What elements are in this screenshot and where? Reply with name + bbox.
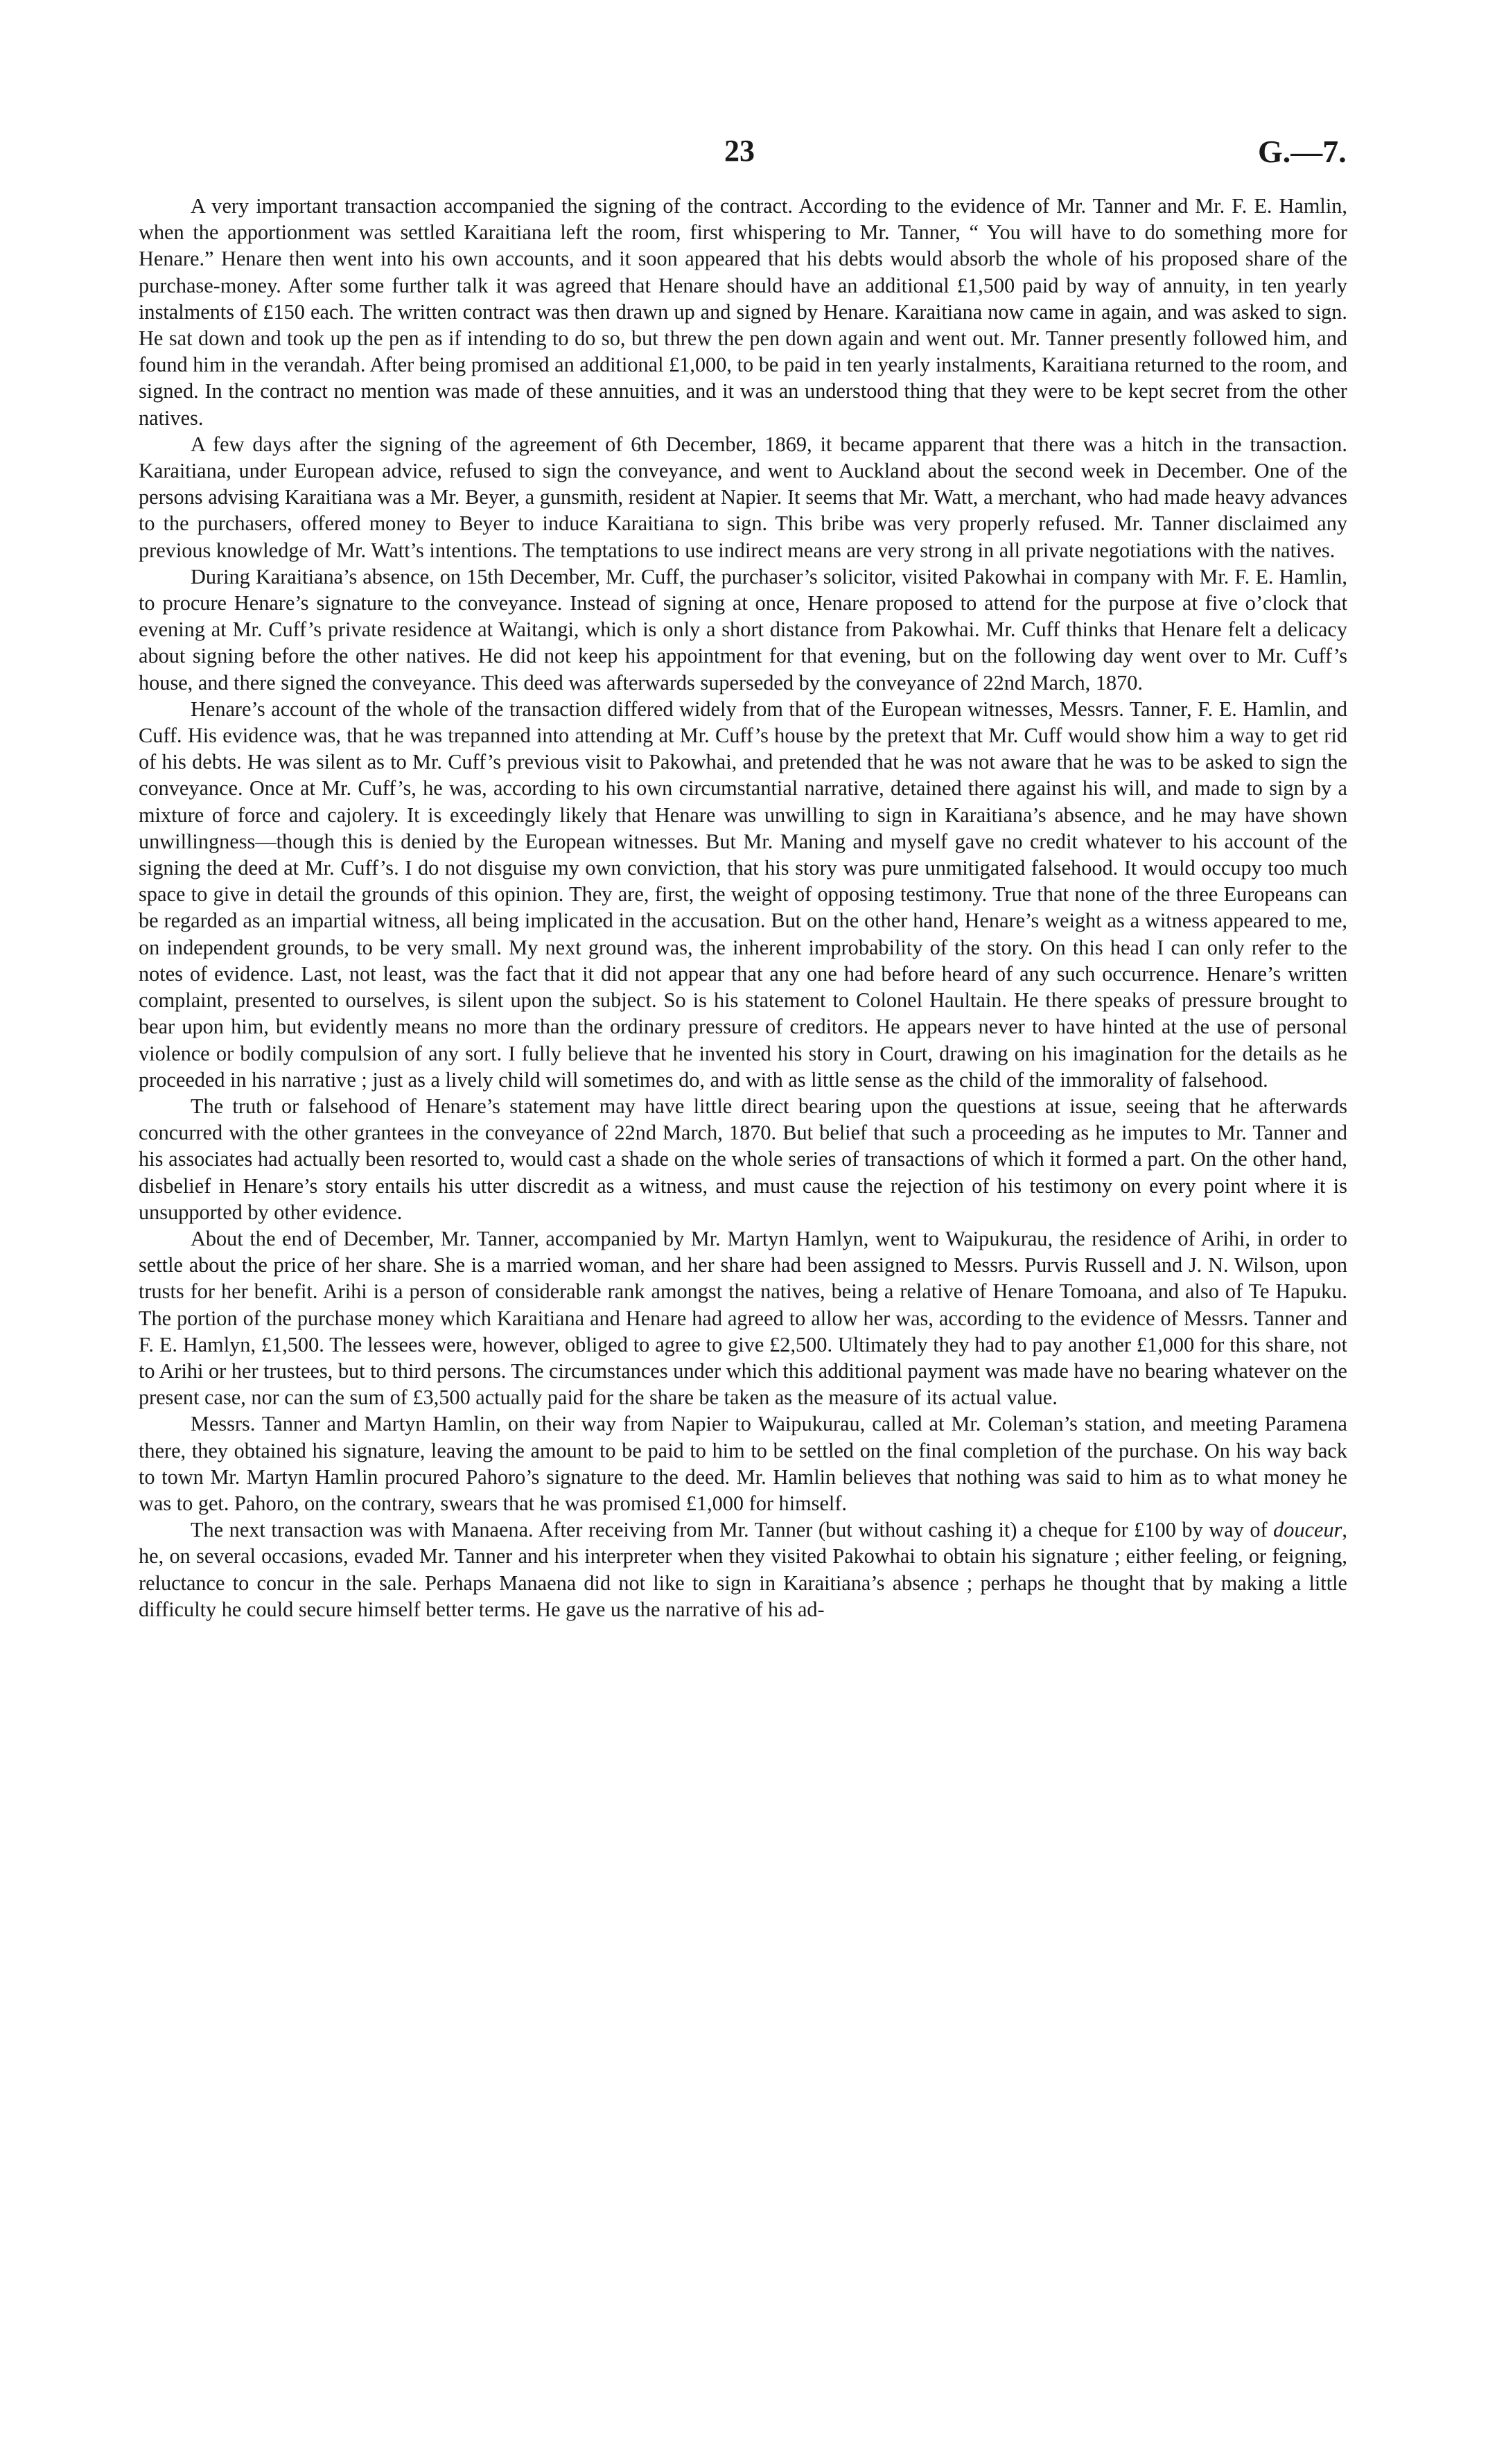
paragraph-paramena-pahoro: Messrs. Tanner and Martyn Hamlin, on their way from Napier to Waipukurau, called at Mr. Coleman’s station, and meeting Paramena there, they obtained his signature, leaving the amount to be paid to him to be settled on the final completion of the purchase. On his way back to town Mr. Martyn Hamlin procured Pahoro’s signature to the deed. Mr. Hamlin believes that nothing was said to him as to what money he was to get. Pahoro, on the contrary, swears that he was promised £1,000 for himself. xyxy=(139,1412,1347,1515)
document-reference: G.—7. xyxy=(1258,134,1347,169)
paragraph-contract-signing: A very important transaction accompanied the signing of the contract. According to the evidence of Mr. Tanner and Mr. F. E. Hamlin, when the apportionment was settled Karaitiana left the room, first whispering to Mr. Tanner, “ You will have to do something more for Henare.” Henare then went into his own accounts, and it soon appeared that his debts would absorb the whole of his proposed share of the purchase-money. After some further talk it was agreed that Henare should have an additional £1,500 paid by way of annuity, in ten yearly instalments of £150 each. The written contract was then drawn up and signed by Henare. Karaitiana now came in again, and was asked to sign. He sat down and took up the pen as if intending to do so, but threw the pen down again and went out. Mr. Tanner presently followed him, and found him in the verandah. After being promised an additional £1,000, to be paid in ten yearly instalments, Karaitiana returned to the room, and signed. In the contract no mention was made of these annuities, and it was an understood thing that they were to be kept secret from the other natives. xyxy=(139,194,1347,430)
douceur-italic: douceur xyxy=(1273,1518,1342,1542)
paragraph-arihi-share: About the end of December, Mr. Tanner, accompanied by Mr. Martyn Hamlyn, went to Waipukurau, the residence of Arihi, in order to settle about the price of her share. She is a married woman, and her share had been assigned to Messrs. Purvis Russell and J. N. Wilson, upon trusts for her benefit. Arihi is a person of considerable rank amongst the natives, being a relative of Henare Tomoana, and also of Te Hapuku. The portion of the purchase money which Karaitiana and Henare had agreed to allow her was, according to the evidence of Messrs. Tanner and F. E. Hamlyn, £1,500. The lessees were, however, obliged to agree to give £2,500. Ultimately they had to pay another £1,000 for this share, not to Arihi or her trustees, but to third persons. The circumstances under which this additional payment was made have no bearing whatever on the present case, nor can the sum of £3,500 actually paid for the share be taken as the measure of its actual value. xyxy=(139,1226,1347,1410)
paragraph-transaction-hitch: A few days after the signing of the agreement of 6th December, 1869, it became apparent that there was a hitch in the transaction. Karaitiana, under European advice, refused to sign the conveyance, and went to Auckland about the second week in December. One of the persons advising Karaitiana was a Mr. Beyer, a gunsmith, resident at Napier. It seems that Mr. Watt, a merchant, who had made heavy advances to the purchasers, offered money to Beyer to induce Karaitiana to sign. This bribe was very properly refused. Mr. Tanner disclaimed any previous knowledge of Mr. Watt’s intentions. The temptations to use indirect means are very strong in all private negotiations with the natives. xyxy=(139,432,1347,562)
paragraph-truth-or-falsehood: The truth or falsehood of Henare’s statement may have little direct bearing upon the questions at issue, seeing that he afterwards concurred with the other grantees in the conveyance of 22nd March, 1870. But belief that such a proceeding as he imputes to Mr. Tanner and his associates had actually been resorted to, would cast a shade on the whole series of transactions of which it formed a part. On the other hand, disbelief in Henare’s story entails his utter discredit as a witness, and must cause the rejection of his testimony on every point where it is unsupported by other evidence. xyxy=(139,1094,1347,1224)
document-body xyxy=(139,193,1347,1623)
paragraph-manaena xyxy=(139,1517,1347,1623)
paragraph-cuff-visit: During Karaitiana’s absence, on 15th December, Mr. Cuff, the purchaser’s solicitor, visited Pakowhai in company with Mr. F. E. Hamlin, to procure Henare’s signature to the conveyance. Instead of signing at once, Henare proposed to attend for the purpose at five o’clock that evening at Mr. Cuff’s private residence at Waitangi, which is only a short distance from Pakowhai. Mr. Cuff thinks that Henare felt a delicacy about signing before the other natives. He did not keep his appointment for that evening, but on the following day went over to Mr. Cuff’s house, and there signed the conveyance. This deed was afterwards superseded by the conveyance of 22nd March, 1870. xyxy=(139,564,1347,694)
page-number: 23 xyxy=(724,134,755,168)
paragraph-henare-account: Henare’s account of the whole of the transaction differed widely from that of the European witnesses, Messrs. Tanner, F. E. Hamlin, and Cuff. His evidence was, that he was trepanned into attending at Mr. Cuff’s house by the pretext that Mr. Cuff would show him a way to get rid of his debts. He was silent as to Mr. Cuff’s previous visit to Pakowhai, and pretended that he was not aware that he was to be asked to sign the conveyance. Once at Mr. Cuff’s, he was, according to his own circumstantial narrative, detained there against his will, and made to sign by a mixture of force and cajolery. It is exceedingly likely that Henare was unwilling to sign in Karaitiana’s absence, and he may have shown unwillingness—though this is denied by the European witnesses. But Mr. Maning and myself gave no credit whatever to his account of the signing the deed at Mr. Cuff’s. I do not disguise my own conviction, that his story was pure unmitigated falsehood. It would occupy too much space to give in detail the grounds of this opinion. They are, first, the weight of opposing testimony. True that none of the three Europeans can be regarded as an impartial witness, all being implicated in the accusation. But on the other hand, Henare’s weight as a witness appeared to me, on independent grounds, to be very small. My next ground was, the inherent improbability of the story. On this head I can only refer to the notes of evidence. Last, not least, was the fact that it did not appear that any one had before heard of any such occurrence. Henare’s written complaint, presented to ourselves, is silent upon the subject. So is his statement to Colonel Haultain. He there speaks of pressure brought to bear upon him, but evidently means no more than the ordinary pressure of creditors. He appears never to have hinted at the use of personal violence or bodily compulsion of any sort. I fully believe that he invented his story in Court, drawing on his imagination for the details as he proceeded in his narrative ; just as a lively child will sometimes do, and with as little sense as the child of the immorality of falsehood. xyxy=(139,697,1347,1092)
manaena-text-end: , he, on several occasions, evaded Mr. Tanner and his interpreter when they visited Pakowhai to obtain his signature ; either feeling, or feigning, reluctance to concur in the sale. Perhaps Manaena did not like to sign in Karaitiana’s absence ; perhaps he thought that by making a little difficulty he could secure himself better terms. He gave us the narrative of his ad- xyxy=(139,1518,1347,1621)
manaena-text-start: The next transaction was with Manaena. After receiving from Mr. Tanner (but without cashing it) a cheque for £100 by way of xyxy=(191,1518,1274,1542)
